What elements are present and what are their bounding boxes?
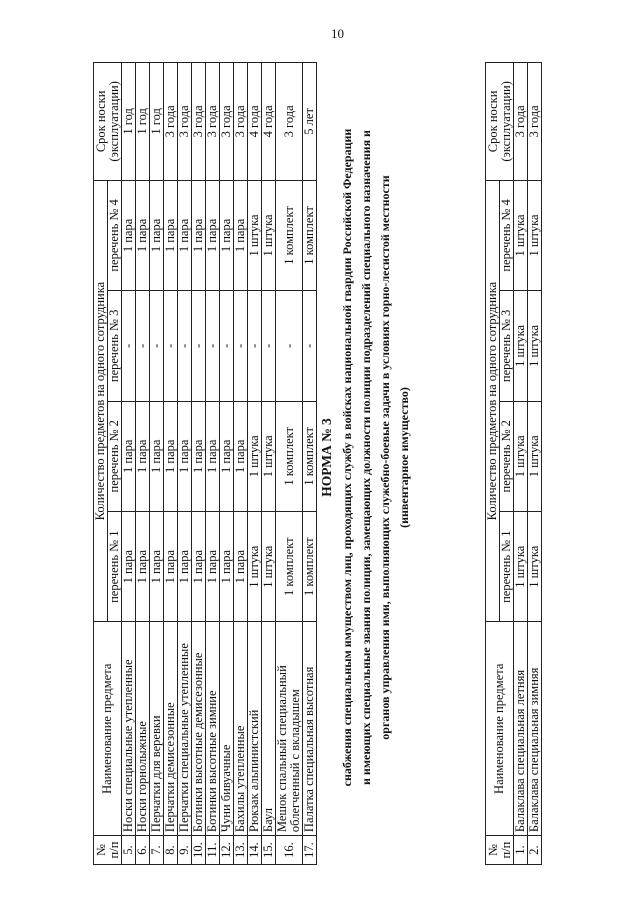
list-2-qty: 1 комплект xyxy=(303,401,317,511)
header-no: № п/п xyxy=(486,836,514,865)
list-2-qty: 1 пара xyxy=(220,401,234,511)
list-1-qty: 1 комплект xyxy=(276,511,303,621)
list-1-qty: 1 комплект xyxy=(303,511,317,621)
table-row xyxy=(248,63,262,865)
list-3-qty: - xyxy=(234,291,248,401)
header-quantity: Количество предметов на одного сотрудника xyxy=(486,180,500,622)
row-number: 11. xyxy=(206,836,220,865)
norma-line-4: (инвентарное имущество) xyxy=(397,387,411,528)
row-number: 9. xyxy=(178,836,192,865)
list-2-qty: 1 штука xyxy=(528,401,542,511)
items-table-2 xyxy=(485,62,542,865)
list-3-qty: - xyxy=(276,291,303,401)
table-row xyxy=(164,63,178,865)
list-4-qty: 1 комплект xyxy=(276,180,303,290)
list-1-qty: 1 пара xyxy=(206,511,220,621)
list-4-qty: 1 штука xyxy=(514,180,528,290)
list-2-qty: 1 пара xyxy=(234,401,248,511)
header-list-2: перечень № 2 xyxy=(108,401,122,511)
table-row xyxy=(136,63,150,865)
header-name: Наименование предмета xyxy=(486,622,514,836)
list-1-qty: 1 пара xyxy=(164,511,178,621)
wear-term: 4 года xyxy=(262,63,276,181)
header-list-3: перечень № 3 xyxy=(108,291,122,401)
norma-line-2: и имеющих специальные звания полиции, замещающих должности полиции подразделений специального назначения и xyxy=(359,130,373,785)
table-row xyxy=(192,63,206,865)
item-name: Палатка специальная высотная xyxy=(303,622,317,836)
wear-term: 3 года xyxy=(192,63,206,181)
table-row xyxy=(150,63,164,865)
table-row xyxy=(528,63,542,865)
list-3-qty: - xyxy=(178,291,192,401)
list-1-qty: 1 штука xyxy=(514,512,528,622)
list-3-qty: - xyxy=(136,291,150,401)
list-4-qty: 1 комплект xyxy=(303,180,317,290)
table-header-row xyxy=(94,63,108,865)
list-1-qty: 1 пара xyxy=(192,511,206,621)
list-4-qty: 1 штука xyxy=(528,180,542,290)
header-list-3: перечень № 3 xyxy=(500,291,514,401)
list-2-qty: 1 штука xyxy=(262,401,276,511)
header-list-4: перечень № 4 xyxy=(500,180,514,290)
list-4-qty: 1 пара xyxy=(220,180,234,290)
norma-title: НОРМА № 3 xyxy=(319,418,334,497)
wear-term: 3 года xyxy=(234,63,248,181)
item-name: Баул xyxy=(262,622,276,836)
list-4-qty: 1 пара xyxy=(150,180,164,290)
list-2-qty: 1 пара xyxy=(206,401,220,511)
wear-term: 1 год xyxy=(122,63,136,181)
list-4-qty: 1 пара xyxy=(206,180,220,290)
list-3-qty: 1 штука xyxy=(514,291,528,401)
item-name: Рюкзак альпинистский xyxy=(248,622,262,836)
wear-term: 3 года xyxy=(276,63,303,181)
row-number: 15. xyxy=(262,836,276,865)
item-name: Перчатки демисезонные xyxy=(164,622,178,836)
list-1-qty: 1 пара xyxy=(136,511,150,621)
row-number: 1. xyxy=(514,836,528,865)
item-name: Мешок спальный специальный облегченный с вкладышем xyxy=(276,622,303,836)
wear-term: 3 года xyxy=(220,63,234,181)
list-1-qty: 1 пара xyxy=(178,511,192,621)
list-2-qty: 1 штука xyxy=(514,401,528,511)
list-2-qty: 1 пара xyxy=(122,401,136,511)
list-3-qty: - xyxy=(206,291,220,401)
wear-term: 3 года xyxy=(528,63,542,181)
norma-description xyxy=(338,50,414,865)
list-2-qty: 1 пара xyxy=(136,401,150,511)
table-row xyxy=(234,63,248,865)
wear-term: 3 года xyxy=(178,63,192,181)
list-2-qty: 1 комплект xyxy=(276,401,303,511)
item-name: Ботинки высотные демисезонные xyxy=(192,622,206,836)
wear-term: 3 года xyxy=(514,63,528,181)
table-header-row xyxy=(486,63,500,865)
list-3-qty: 1 штука xyxy=(528,291,542,401)
row-number: 12. xyxy=(220,836,234,865)
table-row xyxy=(122,63,136,865)
list-3-qty: - xyxy=(192,291,206,401)
list-3-qty: - xyxy=(122,291,136,401)
list-4-qty: 1 пара xyxy=(164,180,178,290)
row-number: 13. xyxy=(234,836,248,865)
list-4-qty: 1 пара xyxy=(192,180,206,290)
header-name: Наименование предмета xyxy=(94,622,122,836)
list-2-qty: 1 пара xyxy=(192,401,206,511)
table-row xyxy=(303,63,317,865)
norma-line-3: органов управления ими, выполняющих служебно-боевые задачи в условиях горно-лесистой местности xyxy=(378,175,392,740)
header-list-2: перечень № 2 xyxy=(500,401,514,511)
list-1-qty: 1 пара xyxy=(220,511,234,621)
header-list-1: перечень № 1 xyxy=(108,511,122,621)
item-name: Носки специальные утепленные xyxy=(122,622,136,836)
table-row xyxy=(178,63,192,865)
wear-term: 3 года xyxy=(206,63,220,181)
list-1-qty: 1 штука xyxy=(528,512,542,622)
item-name: Бахилы утепленные xyxy=(234,622,248,836)
list-4-qty: 1 пара xyxy=(136,180,150,290)
row-number: 16. xyxy=(276,836,303,865)
list-3-qty: - xyxy=(303,291,317,401)
list-3-qty: - xyxy=(248,291,262,401)
row-number: 14. xyxy=(248,836,262,865)
list-4-qty: 1 пара xyxy=(178,180,192,290)
item-name: Балаклава специальная зимняя xyxy=(528,622,542,836)
list-3-qty: - xyxy=(262,291,276,401)
list-1-qty: 1 пара xyxy=(150,511,164,621)
item-name: Балаклава специальная летняя xyxy=(514,622,528,836)
list-3-qty: - xyxy=(164,291,178,401)
wear-term: 3 года xyxy=(164,63,178,181)
item-name: Носки горнолыжные xyxy=(136,622,150,836)
header-list-4: перечень № 4 xyxy=(108,180,122,290)
norma-line-1: снабжения специальным имуществом лиц, проходящих службу в войсках национальной гвардии Российской Федерации xyxy=(340,128,354,787)
wear-term: 5 лет xyxy=(303,63,317,181)
list-1-qty: 1 штука xyxy=(248,511,262,621)
header-term: Срок носки (эксплуатации) xyxy=(94,63,122,181)
items-table-1 xyxy=(93,62,317,865)
list-1-qty: 1 штука xyxy=(262,511,276,621)
list-2-qty: 1 пара xyxy=(178,401,192,511)
rotated-sheet xyxy=(55,50,585,865)
list-2-qty: 1 пара xyxy=(150,401,164,511)
wear-term: 4 года xyxy=(248,63,262,181)
list-3-qty: - xyxy=(220,291,234,401)
list-3-qty: - xyxy=(150,291,164,401)
table-row xyxy=(262,63,276,865)
list-4-qty: 1 пара xyxy=(234,180,248,290)
list-2-qty: 1 штука xyxy=(248,401,262,511)
item-name: Перчатки для веревки xyxy=(150,622,164,836)
item-name: Ботинки высотные зимние xyxy=(206,622,220,836)
row-number: 17. xyxy=(303,836,317,865)
list-4-qty: 1 штука xyxy=(248,180,262,290)
header-quantity: Количество предметов на одного сотрудника xyxy=(94,180,108,622)
item-name: Чуни бивуачные xyxy=(220,622,234,836)
table-row xyxy=(514,63,528,865)
wear-term: 1 год xyxy=(150,63,164,181)
list-4-qty: 1 штука xyxy=(262,180,276,290)
header-term: Срок носки (эксплуатации) xyxy=(486,63,514,181)
table-row xyxy=(220,63,234,865)
table-row xyxy=(276,63,303,865)
row-number: 10. xyxy=(192,836,206,865)
table-row xyxy=(206,63,220,865)
row-number: 5. xyxy=(122,836,136,865)
list-4-qty: 1 пара xyxy=(122,180,136,290)
row-number: 2. xyxy=(528,836,542,865)
wear-term: 1 год xyxy=(136,63,150,181)
list-2-qty: 1 пара xyxy=(164,401,178,511)
item-name: Перчатки специальные утепленные xyxy=(178,622,192,836)
row-number: 8. xyxy=(164,836,178,865)
row-number: 7. xyxy=(150,836,164,865)
header-list-1: перечень № 1 xyxy=(500,512,514,622)
list-1-qty: 1 пара xyxy=(234,511,248,621)
header-no: № п/п xyxy=(94,836,122,865)
list-1-qty: 1 пара xyxy=(122,511,136,621)
page-number: 10 xyxy=(331,26,344,41)
row-number: 6. xyxy=(136,836,150,865)
